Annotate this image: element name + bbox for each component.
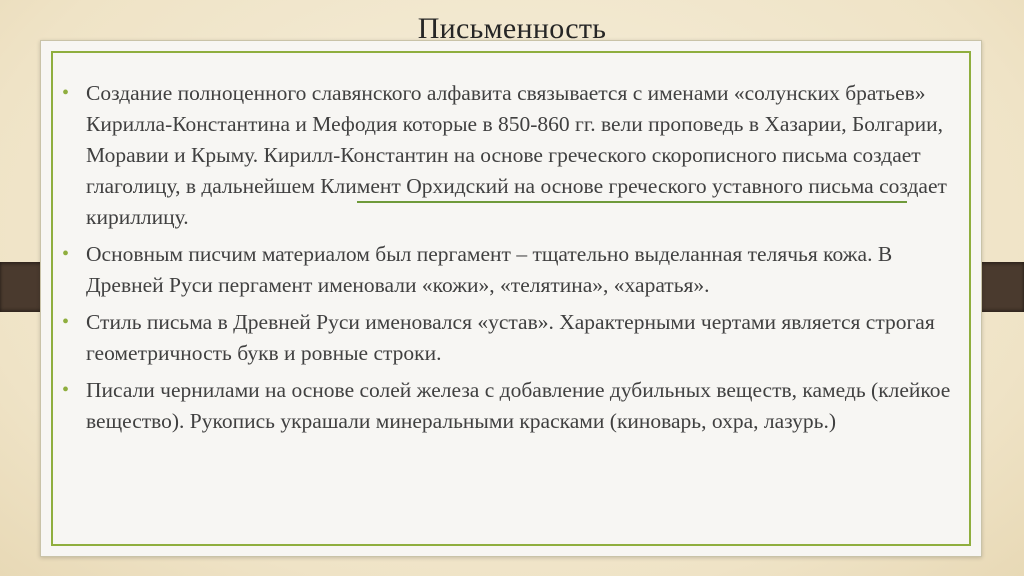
bullet-text: Писали чернилами на основе солей железа с добавление дубильных веществ, камедь (клейкое вещество). Рукопись украшали минеральными красками (киноварь, охра, лазурь.)	[86, 378, 951, 433]
bullet-item	[54, 78, 954, 233]
bullet-list	[54, 78, 954, 443]
bullet-dot-icon: •	[62, 311, 70, 333]
bullet-item	[54, 239, 954, 301]
bullet-item	[54, 307, 954, 369]
bullet-dot-icon: •	[62, 82, 70, 104]
slide-title: Письменность	[417, 12, 607, 45]
bullet-text: Стиль письма в Древней Руси именовался «устав». Характерными чертами является строгая геометричность букв и ровные строки.	[86, 310, 935, 365]
bullet-text: Создание полноценного славянского алфавита связывается с именами «солунских братьев» Кирилла-Константина и Мефодия которые в 850-860 гг. вели проповедь в Хазарии, Болгарии, Моравии и Крыму. Кирилл-Константин на основе греческого скорописного письма создает глаголицу, в дальнейшем Климент Орхидский на основе греческого уставного письма создает кириллицу.	[86, 81, 947, 229]
bullet-item	[54, 375, 954, 437]
bullet-dot-icon: •	[62, 379, 70, 401]
bullet-dot-icon: •	[62, 243, 70, 265]
handwritten-underline	[357, 201, 907, 203]
bullet-text: Основным писчим материалом был пергамент – тщательно выделанная телячья кожа. В Древней Руси пергамент именовали «кожи», «телятина», «харатья».	[86, 242, 893, 297]
